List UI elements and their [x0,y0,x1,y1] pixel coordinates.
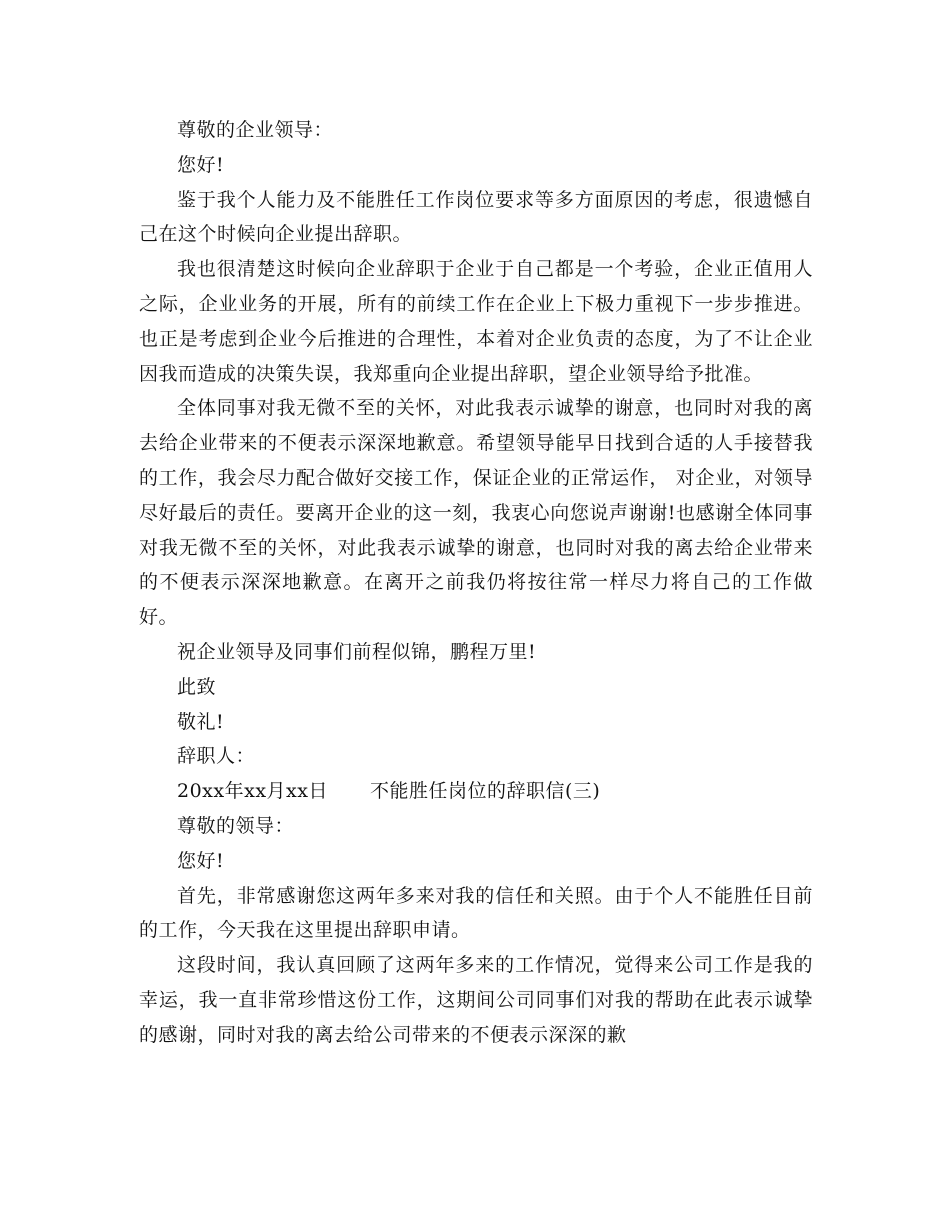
letter-date: 20xx年xx月xx日 [177,780,328,803]
paragraph: 全体同事对我无微不至的关怀，对此我表示诚挚的谢意，也同时对我的离去给企业带来的不便表示深深地歉意。希望领导能早日找到合适的人手接替我的工作，我会尽力配合做好交接工作，保证企业的正常运作， 对企业，对领导尽好最后的责任。要离开企业的这一刻，我衷心向您说声谢谢!也感谢全体同事对我无微不至的关怀，对此我表示诚挚的谢意，也同时对我的离去给企业带来的不便表示深深地歉意。在离开之前我仍将按往常一样尽力将自己的工作做好。 [139,397,813,629]
paragraph: 鉴于我个人能力及不能胜任工作岗位要求等多方面原因的考虑，很遗憾自己在这个时候向企业提出辞职。 [139,188,813,246]
salutation: 尊敬的领导： [177,814,295,837]
closing-line: 敬礼! [177,710,225,733]
signer-label: 辞职人： [177,745,256,768]
greeting: 您好! [177,849,225,872]
salutation: 尊敬的企业领导： [177,119,334,141]
greeting: 您好! [177,153,225,176]
paragraph: 首先，非常感谢您这两年多来对我的信任和关照。由于个人不能胜任目前的工作，今天我在这里提出辞职申请。 [139,884,813,942]
document-body [139,113,813,1053]
paragraph: 这段时间，我认真回顾了这两年多来的工作情况，觉得来公司工作是我的幸运，我一直非常珍惜这份工作，这期间公司同事们对我的帮助在此表示诚挚的感谢，同时对我的离去给公司带来的不便表示深深的歉 [139,954,813,1046]
date-and-title-line [139,774,813,809]
closing-line: 此致 [177,675,217,698]
paragraph: 我也很清楚这时候向企业辞职于企业于自己都是一个考验，企业正值用人之际，企业业务的开展，所有的前续工作在企业上下极力重视下一步步推进。也正是考虑到企业今后推进的合理性，本着对企业负责的态度，为了不让企业因我而造成的决策失误，我郑重向企业提出辞职，望企业领导给予批准。 [139,258,813,385]
paragraph: 祝企业领导及同事们前程似锦，鹏程万里! [177,640,537,663]
letter-title: 不能胜任岗位的辞职信(三) [369,780,601,803]
